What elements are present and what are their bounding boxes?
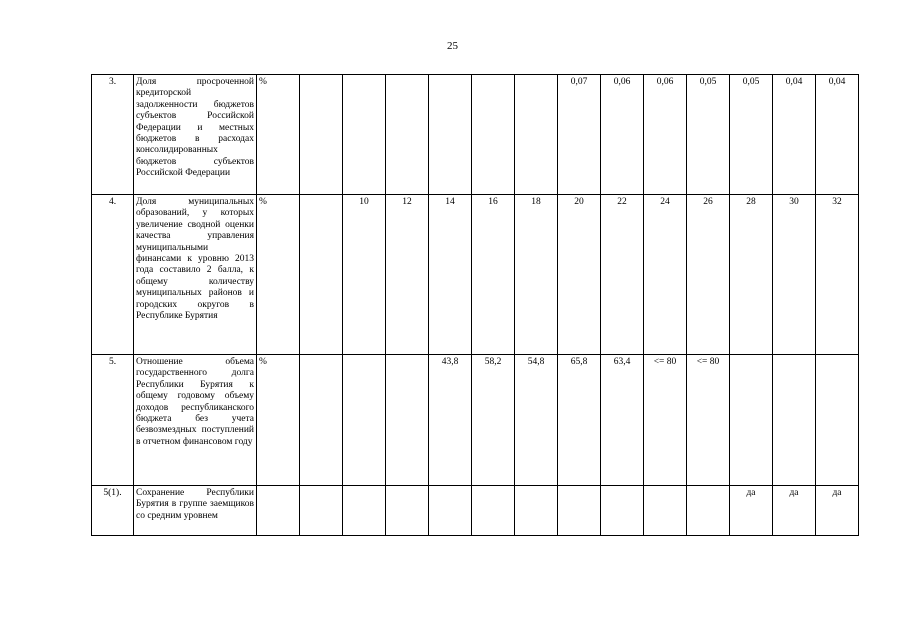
value-cell: 0,06 [644, 75, 687, 195]
table-row [92, 195, 859, 355]
value-cell [343, 355, 386, 486]
value-cell: 20 [558, 195, 601, 355]
table-row [92, 355, 859, 486]
value-cell: 54,8 [515, 355, 558, 486]
value-cell: 24 [644, 195, 687, 355]
value-cell: 0,07 [558, 75, 601, 195]
value-cell [558, 486, 601, 536]
unit-cell: % [257, 195, 300, 355]
value-cell [386, 355, 429, 486]
value-cell [429, 486, 472, 536]
value-cell: 28 [730, 195, 773, 355]
value-cell: <= 80 [687, 355, 730, 486]
indicator-name-cell: Доля муниципальных образований, у которых увеличение сводной оценки качества управления муниципальными финансами к уровню 2013 года составило 2 балла, к общему количеству муниципальных районов и городских округов в Республике Бурятия [134, 195, 257, 355]
value-cell: 0,05 [730, 75, 773, 195]
value-cell [816, 355, 859, 486]
value-cell [515, 486, 558, 536]
value-cell: 26 [687, 195, 730, 355]
value-cell: 14 [429, 195, 472, 355]
row-number-cell: 3. [92, 75, 134, 195]
indicator-name-cell: Доля просроченной кредиторской задолженности бюджетов субъектов Российской Федерации и местных бюджетов в расходах консолидированных бюджетов субъектов Российской Федерации [134, 75, 257, 195]
value-cell [472, 75, 515, 195]
unit-cell: % [257, 355, 300, 486]
value-cell [300, 486, 343, 536]
unit-cell: % [257, 75, 300, 195]
table-row [92, 75, 859, 195]
row-number-cell: 5(1). [92, 486, 134, 536]
indicator-name-cell: Отношение объема государственного долга Республики Бурятия к общему годовому объему доходов республиканского бюджета без учета безвозмездных поступлений в отчетном финансовом году [134, 355, 257, 486]
value-cell [386, 486, 429, 536]
value-cell: 10 [343, 195, 386, 355]
value-cell [515, 75, 558, 195]
value-cell: да [730, 486, 773, 536]
value-cell [343, 75, 386, 195]
indicators-table [91, 74, 859, 536]
value-cell: 0,05 [687, 75, 730, 195]
value-cell [300, 75, 343, 195]
row-number-cell: 4. [92, 195, 134, 355]
value-cell [300, 355, 343, 486]
value-cell: 43,8 [429, 355, 472, 486]
value-cell [429, 75, 472, 195]
value-cell: 16 [472, 195, 515, 355]
value-cell [773, 355, 816, 486]
table-body [92, 75, 859, 536]
unit-cell [257, 486, 300, 536]
value-cell [601, 486, 644, 536]
value-cell: да [773, 486, 816, 536]
value-cell [644, 486, 687, 536]
value-cell [343, 486, 386, 536]
value-cell: 0,04 [816, 75, 859, 195]
value-cell: 22 [601, 195, 644, 355]
value-cell [386, 75, 429, 195]
value-cell [687, 486, 730, 536]
value-cell: 65,8 [558, 355, 601, 486]
value-cell: 63,4 [601, 355, 644, 486]
table-row [92, 486, 859, 536]
indicator-name-cell: Сохранение Республики Бурятия в группе заемщиков со средним уровнем [134, 486, 257, 536]
page-number: 25 [447, 40, 458, 52]
value-cell: 58,2 [472, 355, 515, 486]
value-cell [472, 486, 515, 536]
value-cell: да [816, 486, 859, 536]
value-cell: 32 [816, 195, 859, 355]
value-cell: 0,04 [773, 75, 816, 195]
row-number-cell: 5. [92, 355, 134, 486]
value-cell [730, 355, 773, 486]
value-cell: 30 [773, 195, 816, 355]
value-cell [300, 195, 343, 355]
value-cell: 18 [515, 195, 558, 355]
value-cell: 0,06 [601, 75, 644, 195]
value-cell: 12 [386, 195, 429, 355]
value-cell: <= 80 [644, 355, 687, 486]
